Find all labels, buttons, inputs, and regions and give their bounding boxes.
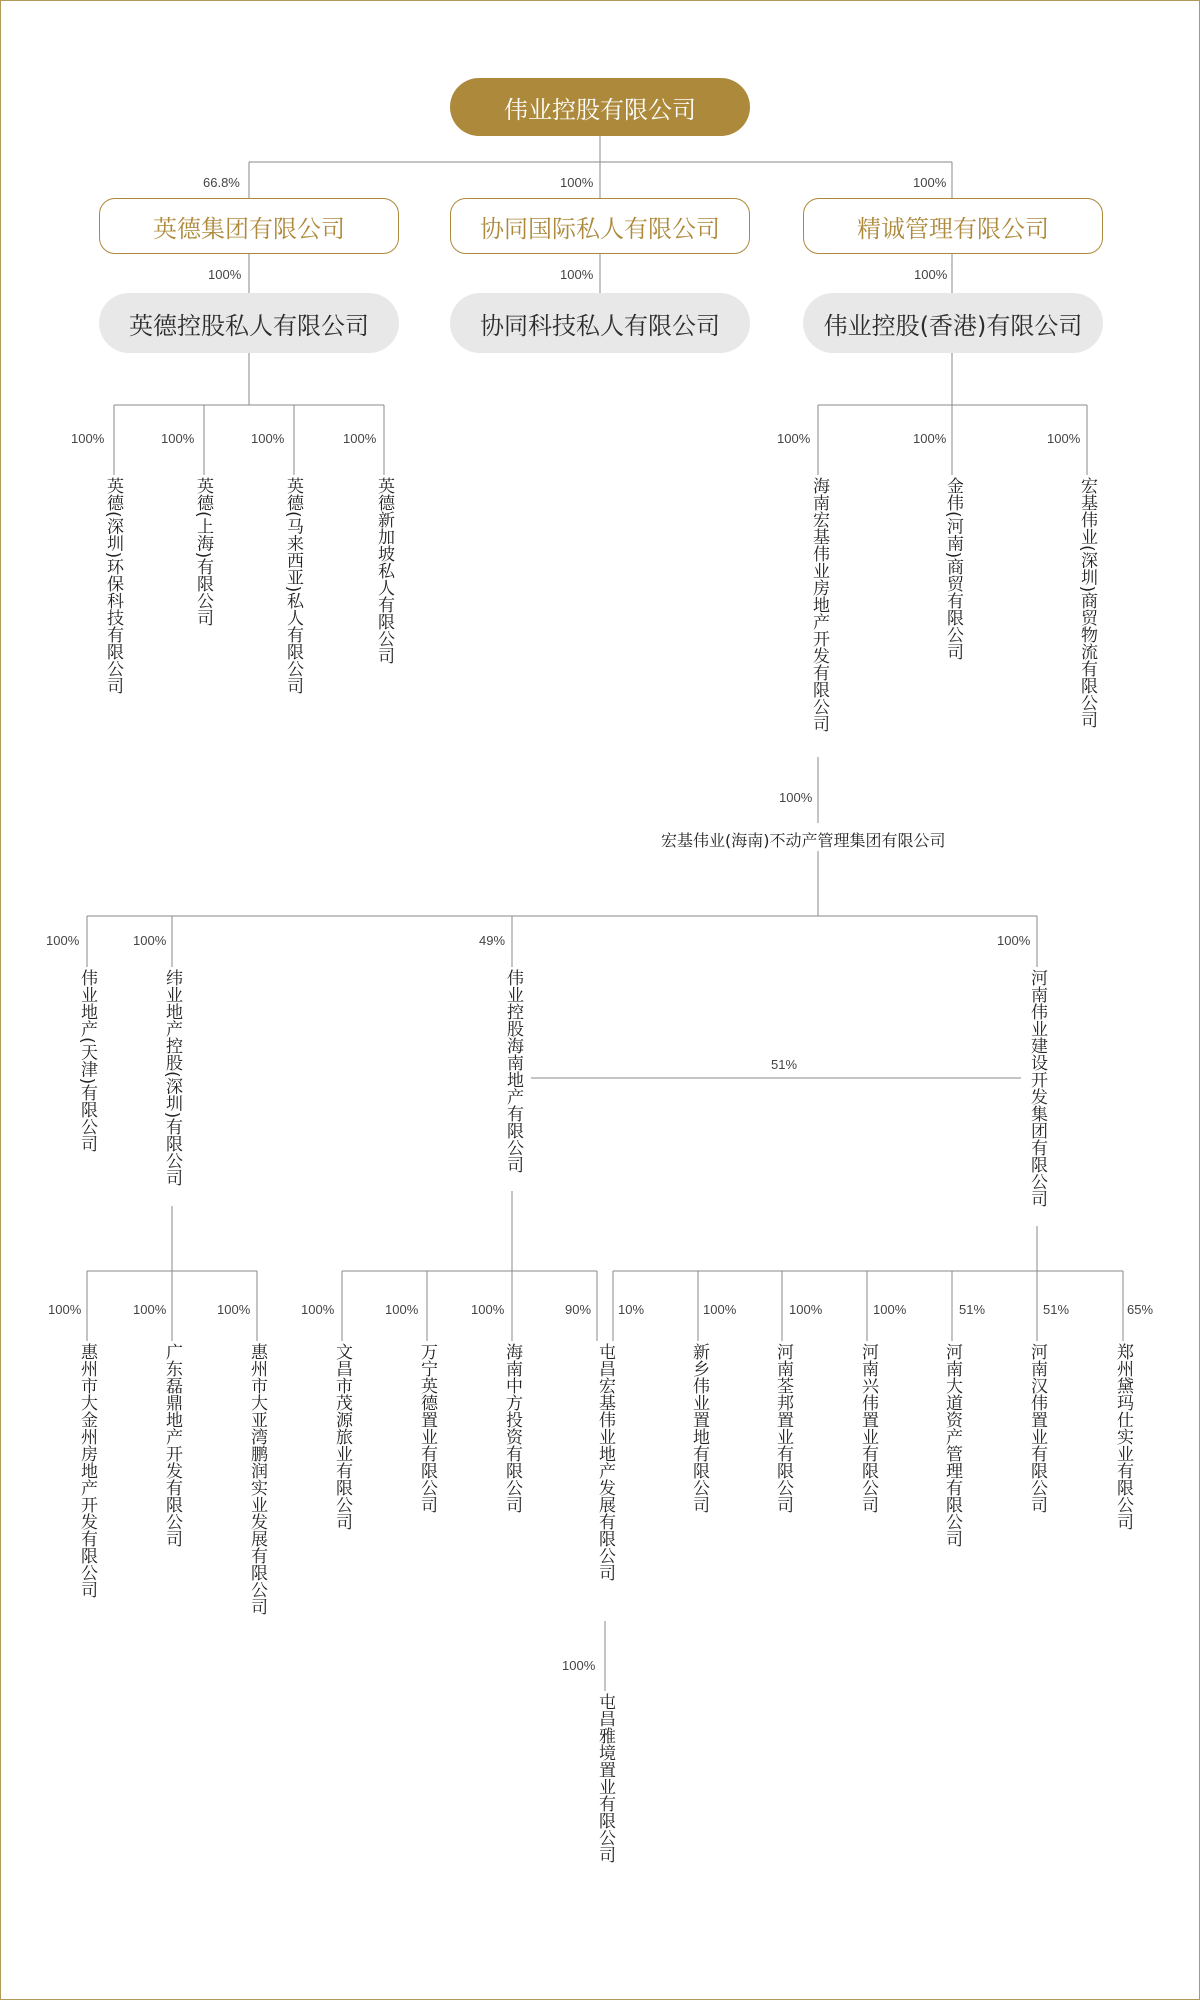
yingde-holdings-box: 英德控股私人有限公司	[99, 293, 399, 353]
pct-tunchang-sub: 100%	[562, 1658, 596, 1673]
xietong-tech-box: 协同科技私人有限公司	[450, 293, 750, 353]
pct-cross-link: 51%	[771, 1057, 798, 1072]
pct-hk-sub: 100%	[913, 431, 947, 446]
root-company: 伟业控股有限公司	[450, 78, 750, 136]
company-name: 河南伟业建设开发集团有限公司	[1027, 969, 1047, 1207]
pct-yingde-sub: 100%	[161, 431, 195, 446]
yingde-group-box: 英德集团有限公司	[99, 198, 399, 254]
company-name: 河南汉伟置业有限公司	[1027, 1343, 1047, 1513]
company-name: 纬业地产控股(深圳)有限公司	[162, 969, 182, 1187]
company-name: 英德(深圳)环保科技有限公司	[103, 477, 123, 695]
company-name: 河南荃邦置业有限公司	[773, 1343, 793, 1513]
jingcheng-box: 精诚管理有限公司	[803, 198, 1103, 254]
pct-henan-sub: 51%	[1043, 1302, 1070, 1317]
pct-shenzhen-sub: 100%	[133, 1302, 167, 1317]
pct-henan-sub: 100%	[873, 1302, 907, 1317]
company-name: 伟业控股海南地产有限公司	[503, 969, 523, 1173]
pct-shenzhen-sub: 100%	[48, 1302, 82, 1317]
pct-henan-sub: 51%	[959, 1302, 986, 1317]
pct-yingde-sub: 100%	[251, 431, 285, 446]
pct-henan-sub: 100%	[703, 1302, 737, 1317]
pct-mgmt-sub: 49%	[479, 933, 506, 948]
pct-yingde-holdings: 100%	[208, 267, 242, 282]
pct-yingde-sub: 100%	[71, 431, 105, 446]
pct-root-xietong: 100%	[560, 175, 594, 190]
pct-henan-sub: 10%	[618, 1302, 645, 1317]
pct-jingcheng-hk: 100%	[914, 267, 948, 282]
pct-shenzhen-sub: 100%	[217, 1302, 251, 1317]
company-name: 英德(马来西亚)私人有限公司	[283, 477, 303, 695]
pct-hk-sub: 100%	[777, 431, 811, 446]
pct-xietong-tech: 100%	[560, 267, 594, 282]
company-name: 河南大道资产管理有限公司	[942, 1343, 962, 1547]
company-name: 惠州市大金州房地产开发有限公司	[77, 1343, 97, 1598]
pct-mgmt-sub: 100%	[997, 933, 1031, 948]
company-name: 郑州黛玛仕实业有限公司	[1113, 1343, 1133, 1530]
company-name: 广东磊鼎地产开发有限公司	[162, 1343, 182, 1547]
company-name: 金伟(河南)商贸有限公司	[943, 477, 963, 661]
pct-root-jingcheng: 100%	[913, 175, 947, 190]
weiye-hk-box: 伟业控股(香港)有限公司	[803, 293, 1103, 353]
pct-root-yingde: 66.8%	[203, 175, 240, 190]
company-name: 新乡伟业置地有限公司	[689, 1343, 709, 1513]
pct-hainan-sub: 100%	[385, 1302, 419, 1317]
company-name: 海南宏基伟业房地产开发有限公司	[809, 477, 829, 732]
pct-mgmt-sub: 100%	[46, 933, 80, 948]
xietong-intl-box: 协同国际私人有限公司	[450, 198, 750, 254]
pct-hainan-mgmt: 100%	[779, 790, 813, 805]
pct-hainan-sub: 100%	[471, 1302, 505, 1317]
company-name: 海南中方投资有限公司	[502, 1343, 522, 1513]
company-name: 惠州市大亚湾鹏润实业发展有限公司	[247, 1343, 267, 1615]
hainan-mgmt-company: 宏基伟业(海南)不动产管理集团有限公司	[661, 828, 946, 851]
company-name: 河南兴伟置业有限公司	[858, 1343, 878, 1513]
company-name: 英德(上海)有限公司	[193, 477, 213, 627]
company-name: 万宁英德置业有限公司	[417, 1343, 437, 1513]
pct-yingde-sub: 100%	[343, 431, 377, 446]
pct-hainan-sub: 100%	[301, 1302, 335, 1317]
company-name: 文昌市茂源旅业有限公司	[332, 1343, 352, 1530]
pct-henan-sub: 100%	[789, 1302, 823, 1317]
pct-mgmt-sub: 100%	[133, 933, 167, 948]
pct-hk-sub: 100%	[1047, 431, 1081, 446]
company-name: 屯昌宏基伟业地产发展有限公司	[595, 1343, 615, 1581]
company-name: 英德新加坡私人有限公司	[374, 477, 394, 664]
company-name: 宏基伟业(深圳)商贸物流有限公司	[1077, 477, 1097, 729]
company-name: 伟业地产(天津)有限公司	[77, 969, 97, 1153]
pct-henan-sub: 65%	[1127, 1302, 1154, 1317]
pct-hainan-sub: 90%	[565, 1302, 592, 1317]
company-name: 屯昌雅境置业有限公司	[595, 1693, 615, 1863]
